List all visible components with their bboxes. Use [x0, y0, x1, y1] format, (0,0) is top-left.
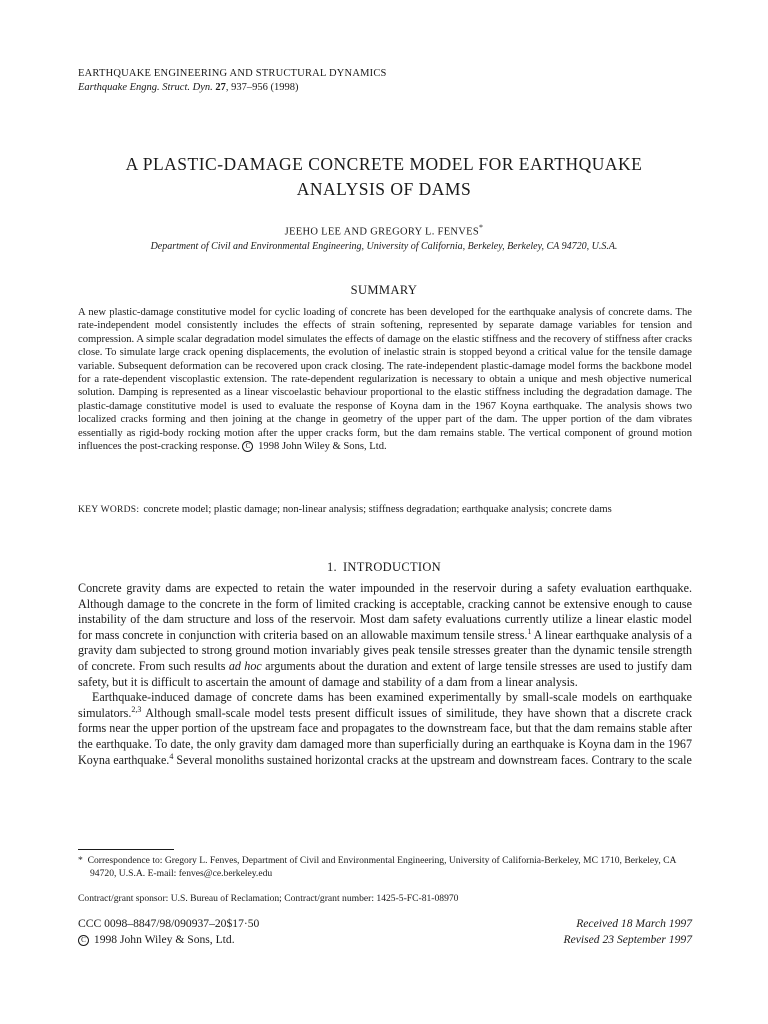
abstract-text — [78, 306, 692, 453]
paragraph-1-text-b: A linear earthquake analysis of a gravity dam subjected to strong ground motion invariably gives peak tensile stresses greater than the dynamic tensile strength of concrete. From such results — [78, 627, 692, 673]
copyright-icon: C — [78, 935, 89, 946]
paragraph-1-text-a: Concrete gravity dams are expected to retain the water impounded in the reservoir during a safety evaluation earthquake. Although damage to the concrete in the form of limited cracking is acceptable, cracking cannot be extensive enough to cause instability of the dam structure and loss of the reservoir. Most dam safety evaluations currently utilize a linear elastic model for mass concrete in conjunction with criteria based on an allowable maximum tensile stress. — [78, 581, 692, 642]
title-line-2: ANALYSIS OF DAMS — [296, 179, 472, 199]
footer-copyright — [78, 932, 259, 948]
abstract-copyright: 1998 John Wiley & Sons, Ltd. — [255, 441, 387, 453]
copyright-icon: C — [242, 441, 253, 452]
journal-volume: 27 — [215, 82, 226, 93]
ccc-code: CCC 0098–8847/98/090937–20$17·50 — [78, 917, 260, 930]
keywords-text: concrete model; plastic damage; non-linear analysis; stiffness degradation; earthquake analysis; concrete dams — [143, 504, 612, 515]
paragraph-2-text-c: Several monoliths sustained horizontal cracks at the upstream and downstream faces. Contrary to the scale — [173, 752, 692, 767]
section-heading-introduction — [76, 560, 692, 575]
italic-ad-hoc: ad hoc — [228, 658, 262, 673]
paragraph-1 — [78, 581, 692, 690]
correspondence-footnote — [78, 855, 692, 880]
title-line-1: A PLASTIC-DAMAGE CONCRETE MODEL FOR EARTHQUAKE — [125, 154, 643, 174]
section-number: 1. — [326, 560, 337, 574]
paragraph-2-text-a: Earthquake-induced damage of concrete dams has been examined experimentally by small-scale models on earthquake simulators. — [78, 690, 692, 720]
revised-date: Revised 23 September 1997 — [563, 933, 692, 946]
footnote-marker: * — [78, 855, 83, 866]
abstract-body: A new plastic-damage constitutive model for cyclic loading of concrete has been developed for the earthquake analysis of concrete dams. The rate-independent model consistently includes the effects of strain softening, represented by separate damage variables for tension and compression. A simple scalar degradation model simulates the effects of damage on the elastic stiffness and the recovery of stiffness after cracks close. To simulate large crack opening displacements, the evolution of inelastic strain is stopped beyond a critical value for the tensile damage variable. Subsequent deformation can be recovered upon crack closing. The rate-independent plastic-damage model forms the backbone model for a rate-dependent viscoplastic extension. The rate-dependent regularization is necessary to obtain a unique and mesh objective numerical solution. Damping is represented as a linear viscoelastic behaviour proportional to the elastic stiffness including the degradation damage. The plastic-damage constitutive model is used to evaluate the response of Koyna dam in the 1967 Koyna earthquake. The analysis shows two localized cracks forming and then joining at the change in geometry of the upper part of the dam. The upper portion of the dam vibrates essentially as rigid-body rocking motion after the upper cracks form, but the dam remains stable. The vertical component of ground motion influences the post-cracking response. — [78, 307, 692, 453]
affiliation: Department of Civil and Environmental Engineering, University of California, Berkeley, Berkeley, CA 94720, U.S.A. — [150, 241, 618, 252]
publication-info — [78, 916, 259, 948]
paragraph-2 — [78, 690, 692, 768]
journal-abbrev: Earthquake Engng. Struct. Dyn. — [78, 82, 213, 93]
correspondence-marker: * — [479, 223, 484, 232]
reference-link-2-3[interactable]: 2,3 — [131, 704, 142, 714]
footer-copyright-text: 1998 John Wiley & Sons, Ltd. — [91, 933, 235, 946]
reference-link-1[interactable]: 1 — [527, 626, 532, 636]
footnote-text: Correspondence to: Gregory L. Fenves, Department of Civil and Environmental Engineering, University of California-Berkeley, MC 1710, Berkeley, CA 94720, U.S.A. E-mail: fenves@ce.berkeley.edu — [87, 855, 676, 879]
keywords-label: KEY WORDS: — [78, 505, 140, 515]
reference-link-4[interactable]: 4 — [169, 751, 174, 761]
footnote-divider — [78, 849, 174, 850]
paragraph-2-text-b: Although small-scale model tests present difficult issues of similitude, they have shown that a discrete crack forms near the upper portion of the upstream face and propagates to the downstream face, but that the dam remains stable after the earthquake. To date, the only gravity dam damaged more than superficially during an earthquake is Koyna dam in the 1967 Koyna earthquake. — [78, 705, 692, 767]
author-names: JEEHO LEE AND GREGORY L. FENVES — [284, 226, 480, 238]
grant-info: Contract/grant sponsor: U.S. Bureau of Reclamation; Contract/grant number: 1425-5-FC-81-08970 — [78, 893, 459, 904]
summary-heading: SUMMARY — [350, 283, 418, 297]
journal-pages-year: , 937–956 (1998) — [225, 82, 299, 93]
received-dates — [564, 916, 692, 948]
author-list — [76, 223, 692, 238]
paragraph-1-text-c: arguments about the duration and extent of large tensile stresses are used to justify dam safety, but it is difficult to ascertain the amount of damage and stability of a dam from a linear analysis. — [78, 658, 692, 689]
section-title: INTRODUCTION — [342, 560, 442, 574]
paper-title — [76, 152, 692, 202]
footnote-hang — [78, 855, 692, 880]
keywords — [78, 503, 692, 517]
introduction-body — [78, 581, 692, 768]
journal-citation — [78, 82, 298, 93]
journal-name: EARTHQUAKE ENGINEERING AND STRUCTURAL DYNAMICS — [78, 68, 387, 79]
received-date: Received 18 March 1997 — [576, 917, 692, 930]
